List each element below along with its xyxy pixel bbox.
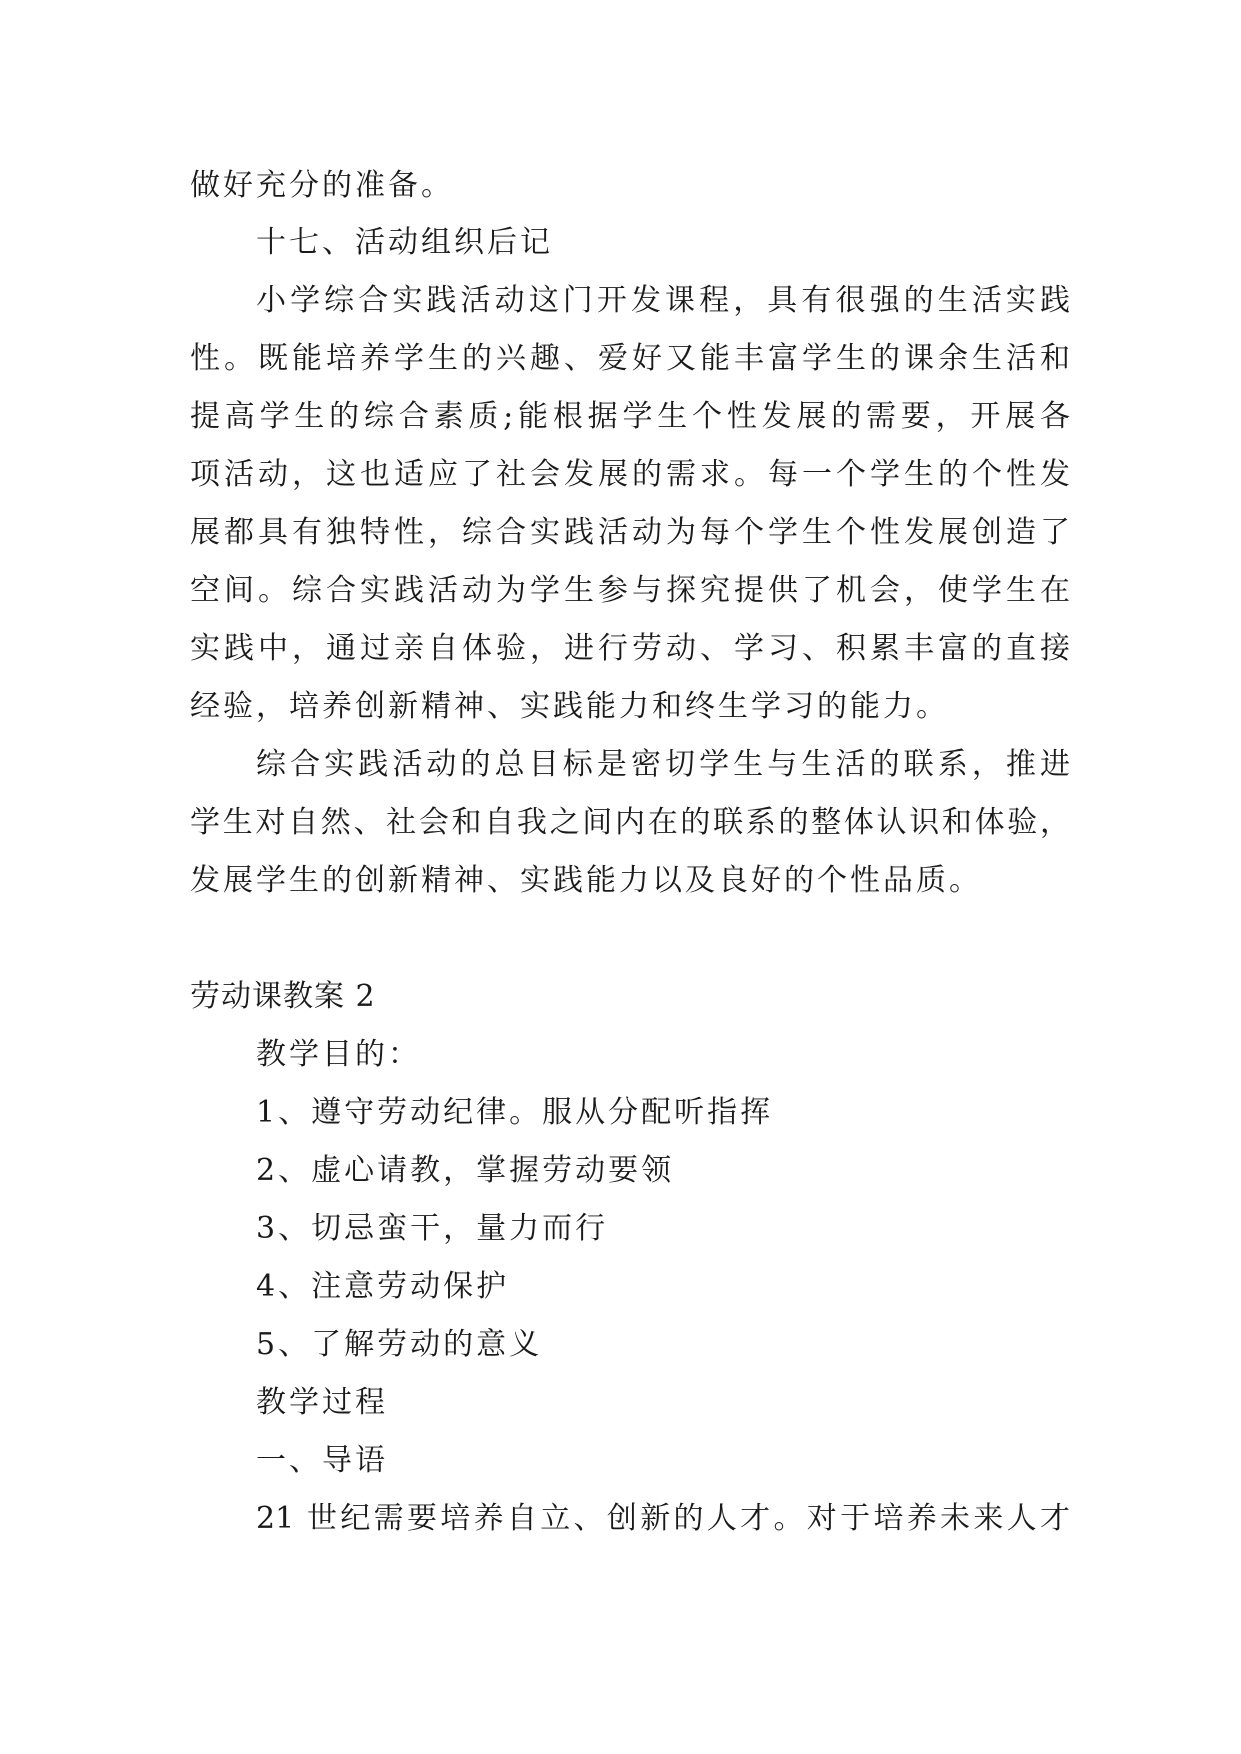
list-item: 5、了解劳动的意义 (256, 1327, 543, 1362)
text-line: 教学目的： (256, 1037, 421, 1072)
text-line: 做好充分的准备。 (190, 168, 454, 203)
list-item: 4、注意劳动保护 (256, 1269, 510, 1304)
list-item: 1、遵守劳动纪律。服从分配听指挥 (256, 1095, 774, 1130)
list-item: 3、切忌蛮干，量力而行 (256, 1211, 609, 1246)
section-heading: 教学过程 (256, 1385, 388, 1420)
text-line: 提高学生的综合素质;能根据学生个性发展的需要，开展各 (190, 399, 1070, 434)
text-line: 展都具有独特性，综合实践活动为每个学生个性发展创造了 (190, 515, 1070, 550)
text-line: 空间。综合实践活动为学生参与探究提供了机会，使学生在 (190, 573, 1070, 608)
text-line: 经验，培养创新精神、实践能力和终生学习的能力。 (190, 689, 949, 724)
section-heading: 一、导语 (256, 1443, 388, 1478)
text-line: 21 世纪需要培养自立、创新的人才。对于培养未来人才 (256, 1501, 1070, 1536)
text-line: 小学综合实践活动这门开发课程，具有很强的生活实践 (256, 283, 1070, 318)
text-line: 实践中，通过亲自体验，进行劳动、学习、积累丰富的直接 (190, 631, 1070, 666)
text-line: 项活动，这也适应了社会发展的需求。每一个学生的个性发 (190, 457, 1070, 492)
text-line: 性。既能培养学生的兴趣、爱好又能丰富学生的课余生活和 (190, 341, 1070, 376)
section-heading: 十七、活动组织后记 (256, 225, 553, 260)
text-line: 综合实践活动的总目标是密切学生与生活的联系，推进 (256, 747, 1070, 782)
text-line: 学生对自然、社会和自我之间内在的联系的整体认识和体验， (190, 805, 1070, 840)
document-title: 劳动课教案 2 (190, 979, 376, 1014)
text-line: 发展学生的创新精神、实践能力以及良好的个性品质。 (190, 863, 982, 898)
list-item: 2、虚心请教，掌握劳动要领 (256, 1153, 675, 1188)
